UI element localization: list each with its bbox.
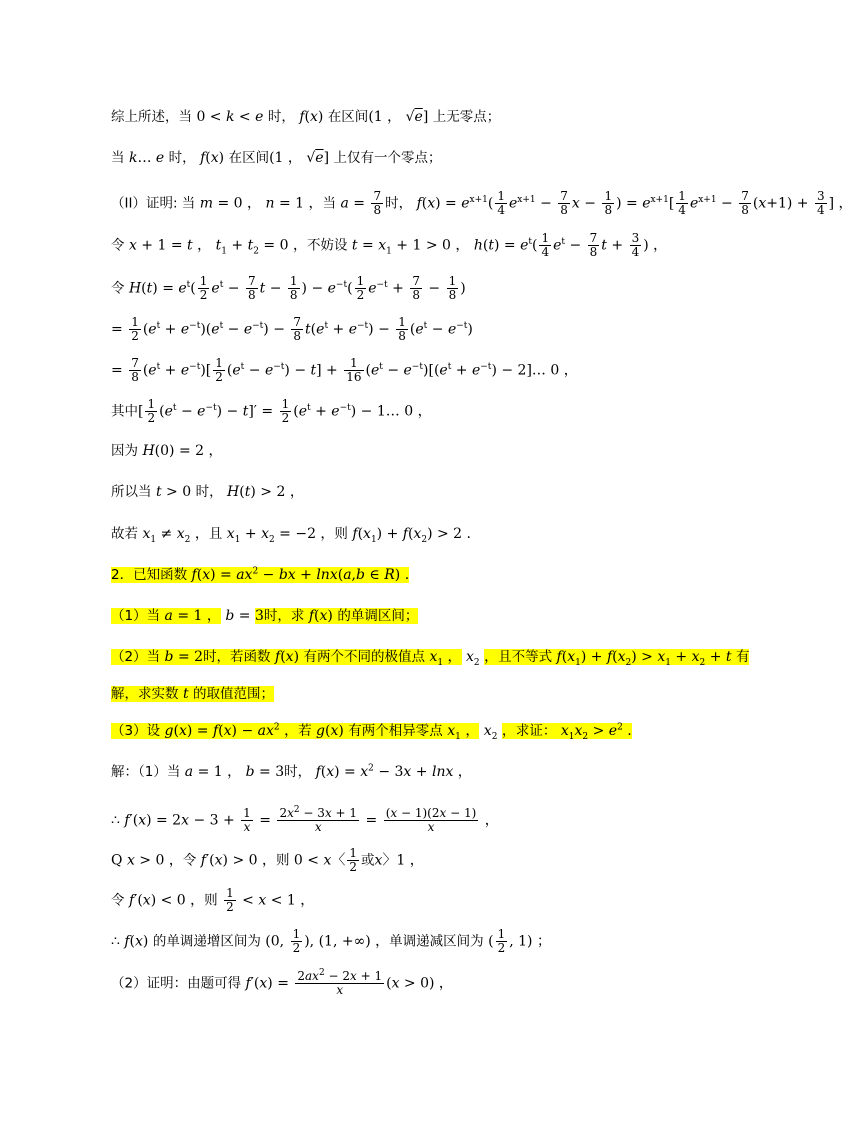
proof-line-6: = $\frac{1}{2}$ $(e^t + e^{-t})(e^t - e^{-t})$ − $\frac{7}{8}$ $t(e^t + e^{-t})$ − $\frac{1}{8}$ $(e^t - e^{-t})$ (111, 315, 473, 343)
solution-line-6: （2）证明：由题可得 f′(x) = $\frac{2ax^2 - 2x + 1}{x}$ (x > 0) ， (111, 968, 453, 997)
problem-2-part-1: （1）当 a = 1 ， b = 3时，求 f(x) 的单调区间； (111, 608, 419, 624)
proof-line-9: 因为 H(0) = 2 ， (111, 443, 223, 459)
solution-line-3: Q x > 0 ，令 f′(x) > 0 ，则 0 < x〈 $\frac{1}{2}$ 或x〉1 ， (111, 846, 424, 874)
proof-line-5: 令 $H(t) = e^t$( $\frac{1}{2}$ $e^t$ − $\frac{7}{8}$ t − $\frac{1}{8}$ ) − $e^{-t}$( $\frac{1}{2}$ $e^{-t}$ + $\frac{7}{8}$ − $\frac{1}{8}$ ) (111, 274, 466, 302)
solution-line-5: ∴ f(x) 的单调递增区间为 (0, $\frac{1}{2}$ ), (1, +∞) ，单调递减区间为 ( $\frac{1}{2}$ , 1) ； (111, 927, 551, 955)
proof-line-7: = $\frac{7}{8}$ $(e^t + e^{-t})$[ $\frac{1}{2}$ $(e^t - e^{-t}) - t$] + $\frac{1}{16}$ $(e^t - e^{-t})[(e^t + e^{-t})$ − 2]… 0 ， (111, 356, 578, 384)
problem-2-part-2-line-1: （2）当 b = 2时，若函数 f(x) 有两个不同的极值点 $x_1$ ， $x_2$ ，且不等式 $f(x_1) + f(x_2) > x_1 + x_2 + t$ 有 (111, 649, 750, 668)
summary-line-2: 当 k… e 时， f(x) 在区间(1 ， √e] 上仅有一个零点； (111, 150, 442, 166)
solution-line-4: 令 f′(x) < 0 ，则 $\frac{1}{2}$ < x < 1 ， (111, 886, 315, 914)
problem-2-part-3: （3）设 $g(x) = f(x) - ax^2$ ，若 g(x) 有两个相异零点 $x_1$ ， $x_2$ ，求证： $x_1x_2 > e^2$ . (111, 722, 632, 742)
problem-2-part-2-line-2: 解，求实数 t 的取值范围； (111, 686, 275, 702)
solution-line-2: ∴ f′(x) = 2x − 3 + $\frac{1}{x}$ = $\frac{2x^2 - 3x + 1}{x}$ = $\frac{(x - 1)(2x - 1)}{x}$ ， (111, 805, 499, 834)
proof-line-11: 故若 $x_1 \ne x_2$ ，且 $x_1 + x_2 = -2$ ，则 $f(x_1) + f(x_2) > 2$ . (111, 526, 471, 545)
proof-line-3: （II）证明: 当 m = 0 ， n = 1 ，当 a = $\frac{7}{8}$ 时， $f(x) = e^{x+1}$( $\frac{1}{4}$ $e^{x+1}$ − $\frac{7}{8}$ x − $\frac{1}{8}$ ) = $e^{x+1}$[ $\frac{1}{4}$ $e^{x+1}$ − $\frac{7}{8}$ (x+1) + $\frac{3}{4}$ ] ， (111, 189, 853, 217)
summary-line-1: 综上所述，当 0 < k < e 时， f(x) 在区间(1 ， √e] 上无零点； (111, 109, 501, 125)
proof-line-4: 令 x + 1 = t ， $t_1 + t_2 = 0$ ，不妨设 $t = x_1 + 1 > 0$ ， $h(t) = e^t$( $\frac{1}{4}$ $e^t$ − $\frac{7}{8}$ t + $\frac{3}{4}$ ) ， (111, 231, 668, 259)
solution-line-1: 解：（1）当 a = 1 ， b = 3时， $f(x) = x^2 - 3x + \ln x$ ， (111, 763, 472, 780)
proof-line-8: 其中[ $\frac{1}{2}$ $(e^t - e^{-t}) - t]'$ = $\frac{1}{2}$ $(e^t + e^{-t})$ − 1… 0 ， (111, 397, 432, 425)
proof-line-10: 所以当 t > 0 时， H(t) > 2 ， (111, 484, 304, 500)
problem-2-title: 2．已知函数 $f(x) = ax^2$ − bx + lnx(a,b ∈ R) . (111, 566, 410, 583)
